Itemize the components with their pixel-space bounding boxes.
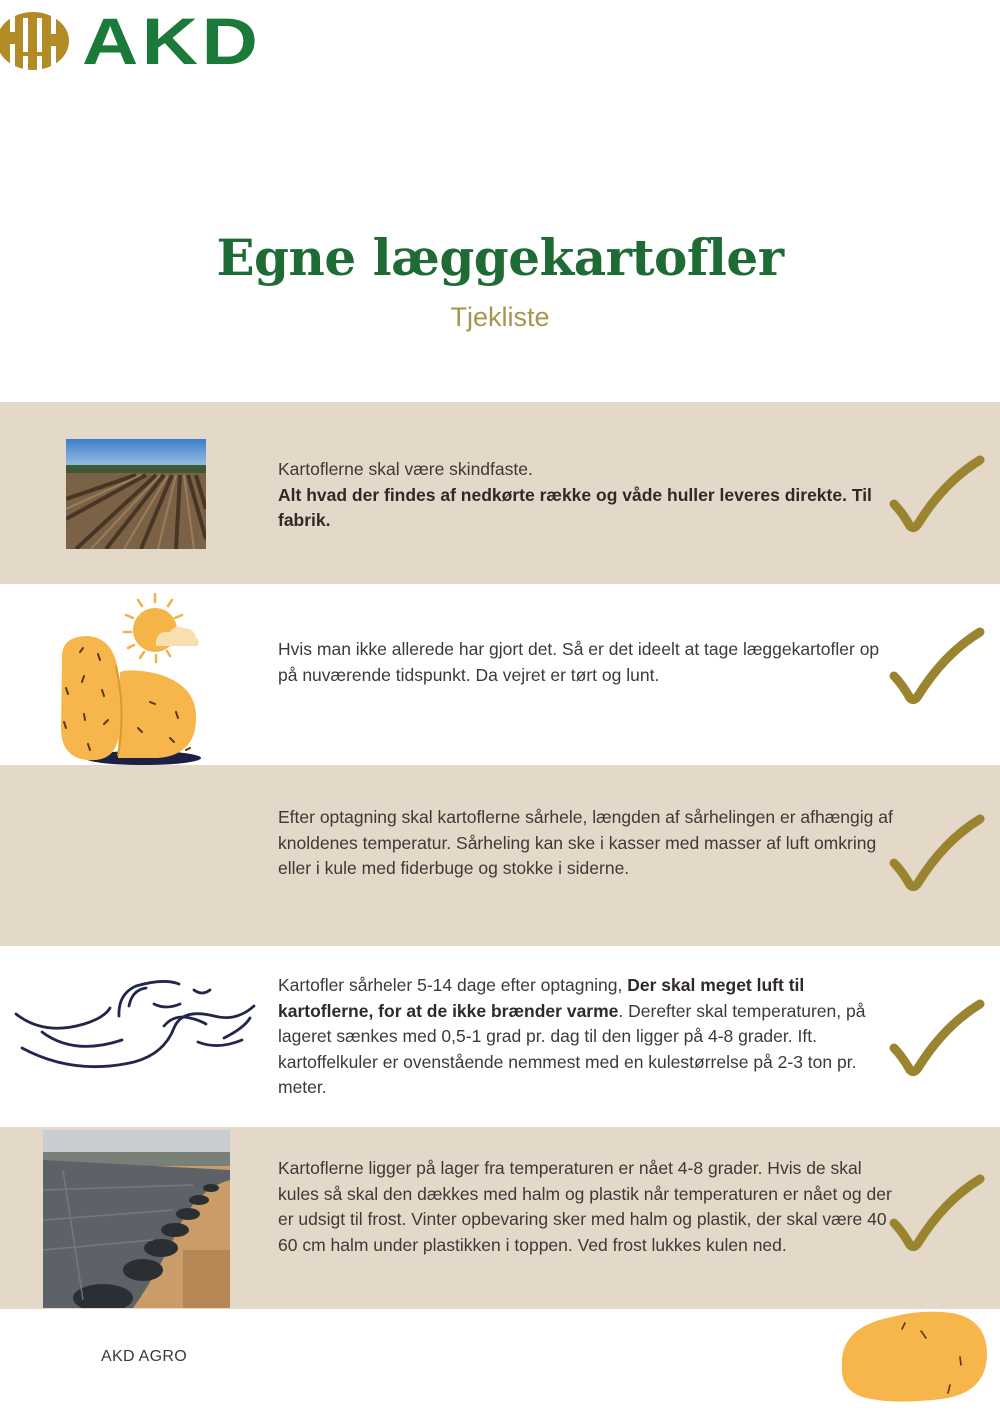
checklist-item-3 — [0, 765, 1000, 947]
akd-emblem-icon — [0, 10, 70, 72]
checklist-item-text: Kartofler sårheler 5-14 dage efter optagning, Der skal meget luft til kartoflerne, for at de ikke brænder varme. Derefter skal temperaturen, på lageret sænkes med 0,5-1 grad pr. dag til den ligger på 4-8 grader. Ift. kartoffelkuler er ovenstående nemmest med en kulestørrelse på 2-3 ton pr. meter. — [278, 975, 866, 1097]
checklist-item-4 — [0, 946, 1000, 1128]
checkmark-icon — [884, 452, 988, 538]
checklist-item-text: Kartoflerne skal være skindfaste. Alt hvad der findes af nedkørte række og våde huller leveres direkte. Til fabrik. — [278, 459, 872, 530]
wind-illustration — [14, 966, 260, 1086]
checkmark-icon — [884, 811, 988, 897]
checklist-item-1 — [0, 402, 1000, 584]
checkmark-icon — [884, 1171, 988, 1257]
potatoes-sun-illustration — [58, 590, 203, 766]
checklist-item-2 — [0, 584, 1000, 766]
page-title: Egne læggekartofler — [216, 228, 784, 287]
field-rows-photo — [66, 439, 206, 549]
akd-logo — [0, 4, 262, 78]
footer-label: AKD AGRO — [101, 1348, 187, 1365]
logo-wordmark: AKD — [82, 4, 262, 78]
checklist-item-text: Kartoflerne ligger på lager fra temperaturen er nået 4-8 grader. Hvis de skal kules så skal den dækkes med halm og plastik når temperaturen er nået og der er udsigt til frost. Vinter opbevaring sker med halm og plastik, der skal være 40 - 60 cm halm under plastikken i toppen. Ved frost lukkes kulen ned. — [278, 1158, 898, 1255]
page-subtitle: Tjekliste — [450, 302, 550, 332]
checklist-item-text: Efter optagning skal kartoflerne sårhele, længden af sårhelingen er afhængig af knoldenes temperatur. Sårheling kan ske i kasser med masser af luft omkring eller i kule med fiderbuge og stokke i siderne. — [278, 807, 893, 878]
checkmark-icon — [884, 624, 988, 710]
checklist-item-text: Hvis man ikke allerede har gjort det. Så er det ideelt at tage læggekartofler op på nuværende tidspunkt. Da vejret er tørt og lunt. — [278, 639, 880, 685]
checklist-item-5 — [0, 1127, 1000, 1309]
checkmark-icon — [884, 996, 988, 1082]
potato-illustration — [832, 1305, 992, 1405]
covered-clamp-photo — [43, 1130, 230, 1308]
